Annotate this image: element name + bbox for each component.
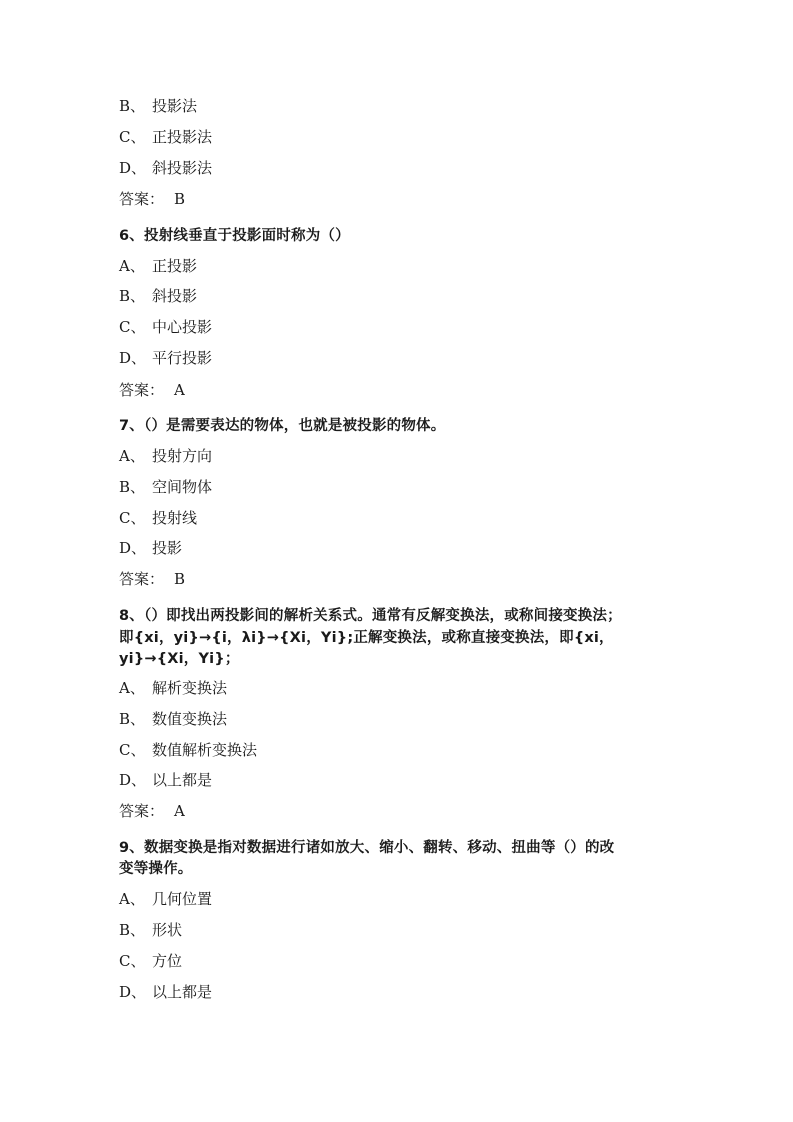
q5-option-b bbox=[119, 96, 197, 116]
answer-value: B bbox=[174, 190, 186, 208]
option-letter: B、 bbox=[119, 478, 146, 496]
option-text: 平行投影 bbox=[152, 349, 213, 367]
option-letter: A、 bbox=[119, 679, 145, 697]
option-text: 数值变换法 bbox=[152, 710, 228, 728]
q8-title-line-1: 8、（）即找出两投影间的解析关系式。通常有反解变换法，或称间接变换法； bbox=[119, 608, 622, 624]
q8-answer bbox=[119, 801, 185, 821]
option-letter: D、 bbox=[119, 349, 147, 367]
q7-option-c bbox=[119, 508, 197, 528]
q9-title-line-2: 变等操作。 bbox=[119, 861, 193, 877]
option-text: 以上都是 bbox=[152, 771, 213, 789]
option-text: 中心投影 bbox=[152, 318, 213, 336]
q8-option-b bbox=[119, 709, 227, 729]
answer-label: 答案： bbox=[119, 190, 165, 208]
answer-label: 答案： bbox=[119, 802, 165, 820]
option-letter: A、 bbox=[119, 257, 145, 275]
option-text: 正投影 bbox=[152, 257, 198, 275]
q7-answer bbox=[119, 569, 185, 589]
option-text: 解析变换法 bbox=[152, 679, 228, 697]
option-letter: B、 bbox=[119, 287, 146, 305]
option-text: 正投影法 bbox=[152, 128, 213, 146]
q9-option-b bbox=[119, 920, 182, 940]
answer-label: 答案： bbox=[119, 570, 165, 588]
option-letter: D、 bbox=[119, 159, 147, 177]
answer-value: A bbox=[174, 381, 185, 399]
option-letter: B、 bbox=[119, 97, 146, 115]
q6-option-c bbox=[119, 317, 212, 337]
q9-title-line-1: 9、数据变换是指对数据进行诸如放大、缩小、翻转、移动、扭曲等（）的改 bbox=[119, 840, 615, 856]
option-letter: D、 bbox=[119, 539, 147, 557]
q5-option-c bbox=[119, 127, 212, 147]
option-letter: A、 bbox=[119, 447, 145, 465]
option-letter: C、 bbox=[119, 952, 146, 970]
option-text: 空间物体 bbox=[152, 478, 213, 496]
option-letter: C、 bbox=[119, 741, 146, 759]
q6-title: 6、投射线垂直于投影面时称为（） bbox=[119, 228, 350, 244]
option-text: 投影法 bbox=[152, 97, 198, 115]
q6-option-b bbox=[119, 286, 197, 306]
option-letter: C、 bbox=[119, 128, 146, 146]
option-text: 几何位置 bbox=[152, 890, 213, 908]
q6-option-a bbox=[119, 256, 197, 276]
option-letter: C、 bbox=[119, 318, 146, 336]
q8-title-line-3: yi}→{Xi，Yi}； bbox=[119, 651, 240, 667]
answer-value: B bbox=[174, 570, 186, 588]
option-letter: D、 bbox=[119, 983, 147, 1001]
q9-option-c bbox=[119, 951, 182, 971]
option-text: 以上都是 bbox=[152, 983, 213, 1001]
option-text: 形状 bbox=[152, 921, 183, 939]
q5-option-d bbox=[119, 158, 212, 178]
q9-option-d bbox=[119, 982, 212, 1002]
option-text: 投射方向 bbox=[152, 447, 213, 465]
q6-answer bbox=[119, 380, 185, 400]
q8-title-line-2: 即{xi，yi}→{i，λi}→{Xi，Yi};正解变换法，或称直接变换法，即{xi， bbox=[119, 630, 614, 646]
option-letter: A、 bbox=[119, 890, 145, 908]
q8-option-d bbox=[119, 770, 212, 790]
q6-option-d bbox=[119, 348, 212, 368]
q8-option-c bbox=[119, 740, 257, 760]
option-text: 数值解析变换法 bbox=[152, 741, 258, 759]
option-text: 方位 bbox=[152, 952, 183, 970]
option-letter: C、 bbox=[119, 509, 146, 527]
option-letter: B、 bbox=[119, 921, 146, 939]
q7-option-a bbox=[119, 446, 212, 466]
option-letter: D、 bbox=[119, 771, 147, 789]
option-text: 投影 bbox=[152, 539, 183, 557]
option-text: 投射线 bbox=[152, 509, 198, 527]
answer-label: 答案： bbox=[119, 381, 165, 399]
q9-option-a bbox=[119, 889, 212, 909]
option-text: 斜投影法 bbox=[152, 159, 213, 177]
answer-value: A bbox=[174, 802, 185, 820]
q5-answer bbox=[119, 189, 185, 209]
option-letter: B、 bbox=[119, 710, 146, 728]
q7-title: 7、（）是需要表达的物体，也就是被投影的物体。 bbox=[119, 418, 446, 434]
q8-option-a bbox=[119, 678, 227, 698]
q7-option-b bbox=[119, 477, 212, 497]
option-text: 斜投影 bbox=[152, 287, 198, 305]
q7-option-d bbox=[119, 538, 182, 558]
